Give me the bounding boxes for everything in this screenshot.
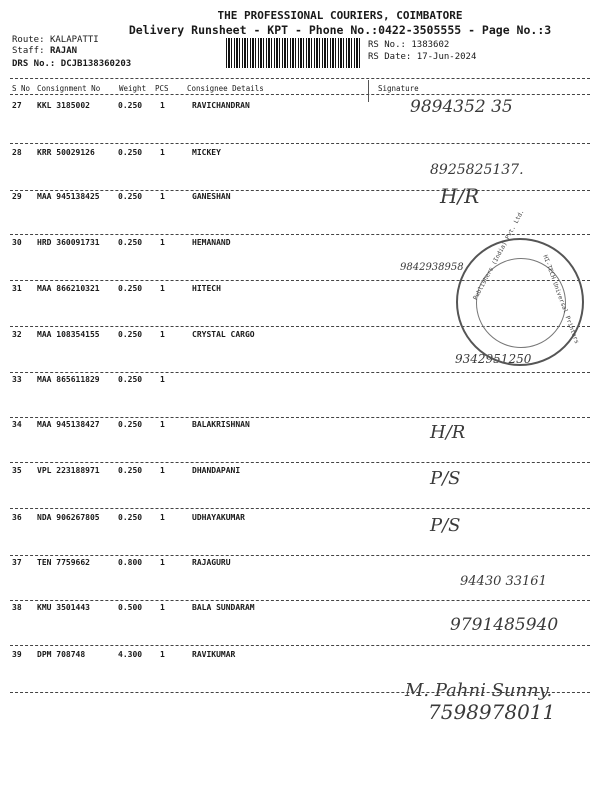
row-consignee: RAJAGURU <box>192 558 231 567</box>
col-consignee: Consignee Details <box>187 84 264 93</box>
row-consignee: BALA SUNDARAM <box>192 603 255 612</box>
row-consignment-no: DPM 708748 <box>37 650 86 659</box>
row-consignment-no: VPL 223188971 <box>37 466 100 475</box>
row-sno: 27 <box>12 101 22 110</box>
rs-date-label: RS Date: <box>368 52 412 62</box>
row-consignment-no: MAA 865611829 <box>37 375 100 384</box>
row-signature: 94430 33161 <box>460 574 547 589</box>
stamp-lettering-right: HI-TECH Universal Printers <box>541 254 581 345</box>
row-signature: P/S <box>430 468 461 489</box>
row-sno: 38 <box>12 603 22 612</box>
row-weight: 0.250 <box>118 513 143 522</box>
row-pcs: 1 <box>160 375 165 384</box>
row-sno: 28 <box>12 148 22 157</box>
row-consignment-no: NDA 906267805 <box>37 513 100 522</box>
row-consignment-no: MAA 945138427 <box>37 420 100 429</box>
row-weight: 0.250 <box>118 466 143 475</box>
company-stamp <box>456 208 584 366</box>
stamp-lettering-left: Publishers (India) Pvt. Ltd. <box>472 208 526 302</box>
row-weight: 0.250 <box>118 284 143 293</box>
header-top-rule <box>10 78 590 79</box>
row-separator <box>10 417 590 418</box>
row-weight: 0.500 <box>118 603 143 612</box>
row-signature: M. Pahni Sunny. <box>405 680 553 701</box>
row-sno: 29 <box>12 192 22 201</box>
row-separator <box>10 143 590 144</box>
drs-line <box>12 59 131 69</box>
row-sno: 31 <box>12 284 22 293</box>
route-value: KALAPATTI <box>49 35 99 45</box>
row-consignee: DHANDAPANI <box>192 466 241 475</box>
row-pcs: 1 <box>160 148 165 157</box>
col-sno: S No <box>12 84 31 93</box>
row-consignment-no: KRR 50029126 <box>37 148 95 157</box>
row-pcs: 1 <box>160 101 165 110</box>
rs-no-value: 1383602 <box>411 40 450 50</box>
rs-date-value: 17-Jun-2024 <box>416 52 477 62</box>
runsheet-title: Delivery Runsheet - KPT - Phone No.:0422-3505555 - Page No.:3 <box>128 23 552 37</box>
row-separator <box>10 508 590 509</box>
row-pcs: 1 <box>160 558 165 567</box>
row-signature: H/R <box>430 422 466 443</box>
row-sno: 35 <box>12 466 22 475</box>
staff-label: Staff: <box>12 46 45 56</box>
row-signature: 9894352 35 <box>410 97 513 117</box>
header-bottom-rule <box>10 94 590 95</box>
rs-date-line <box>368 52 476 62</box>
row-weight: 4.300 <box>118 650 143 659</box>
row-consignment-no: MAA 866210321 <box>37 284 100 293</box>
row-weight: 0.250 <box>118 238 143 247</box>
row-weight: 0.250 <box>118 375 143 384</box>
row-sno: 33 <box>12 375 22 384</box>
row-consignee: GANESHAN <box>192 192 231 201</box>
row-weight: 0.800 <box>118 558 143 567</box>
row-sno: 39 <box>12 650 22 659</box>
row-signature: H/R <box>440 184 480 208</box>
rs-no-line <box>368 40 449 50</box>
row-separator <box>10 372 590 373</box>
row-consignee: UDHAYAKUMAR <box>192 513 245 522</box>
row-weight: 0.250 <box>118 148 143 157</box>
col-pcs: PCS <box>155 84 169 93</box>
route-line <box>12 35 99 45</box>
staff-value: RAJAN <box>49 46 78 56</box>
row-separator <box>10 462 590 463</box>
row-consignee: HEMANAND <box>192 238 231 247</box>
row-weight: 0.250 <box>118 192 143 201</box>
row-signature: P/S <box>430 515 461 536</box>
row-pcs: 1 <box>160 603 165 612</box>
row-consignment-no: KKL 3185002 <box>37 101 90 110</box>
row-weight: 0.250 <box>118 420 143 429</box>
row-pcs: 1 <box>160 238 165 247</box>
row-consignee: CRYSTAL CARGO <box>192 330 255 339</box>
row-pcs: 1 <box>160 466 165 475</box>
company-title: THE PROFESSIONAL COURIERS, COIMBATORE <box>217 9 463 22</box>
row-sno: 36 <box>12 513 22 522</box>
row-separator <box>10 190 590 191</box>
row-separator <box>10 555 590 556</box>
row-separator <box>10 234 590 235</box>
row-consignee: MICKEY <box>192 148 221 157</box>
row-pcs: 1 <box>160 284 165 293</box>
row-consignee: RAVICHANDRAN <box>192 101 250 110</box>
signature-divider <box>368 80 369 102</box>
row-sno: 34 <box>12 420 22 429</box>
row-separator <box>10 692 590 693</box>
row-consignment-no: KMU 3501443 <box>37 603 90 612</box>
row-consignment-no: TEN 7759662 <box>37 558 90 567</box>
barcode <box>226 38 362 68</box>
row-separator <box>10 600 590 601</box>
row-sno: 30 <box>12 238 22 247</box>
col-weight: Weight <box>119 84 147 93</box>
footer-handwritten-number: 7598978011 <box>428 700 556 724</box>
row-signature: 9342951250 <box>455 352 532 366</box>
col-consignment: Consignment No <box>37 84 101 93</box>
row-pcs: 1 <box>160 330 165 339</box>
row-pcs: 1 <box>160 420 165 429</box>
row-signature: 9791485940 <box>450 615 559 635</box>
row-consignment-no: HRD 360091731 <box>37 238 100 247</box>
col-signature: Signature <box>378 84 419 93</box>
row-separator <box>10 645 590 646</box>
row-signature: 9842938958 <box>400 262 464 273</box>
row-consignment-no: MAA 945138425 <box>37 192 100 201</box>
row-signature: 8925825137. <box>430 162 524 178</box>
row-pcs: 1 <box>160 192 165 201</box>
drs-value: DCJB138360203 <box>60 59 132 69</box>
drs-label: DRS No.: <box>12 59 56 69</box>
row-consignee: RAVIKUMAR <box>192 650 236 659</box>
row-consignment-no: MAA 108354155 <box>37 330 100 339</box>
row-pcs: 1 <box>160 650 165 659</box>
staff-line <box>12 46 77 56</box>
row-pcs: 1 <box>160 513 165 522</box>
row-consignee: HITECH <box>192 284 221 293</box>
route-label: Route: <box>12 35 45 45</box>
row-sno: 37 <box>12 558 22 567</box>
row-weight: 0.250 <box>118 101 143 110</box>
row-sno: 32 <box>12 330 22 339</box>
row-consignee: BALAKRISHNAN <box>192 420 250 429</box>
rs-no-label: RS No.: <box>368 40 406 50</box>
row-weight: 0.250 <box>118 330 143 339</box>
